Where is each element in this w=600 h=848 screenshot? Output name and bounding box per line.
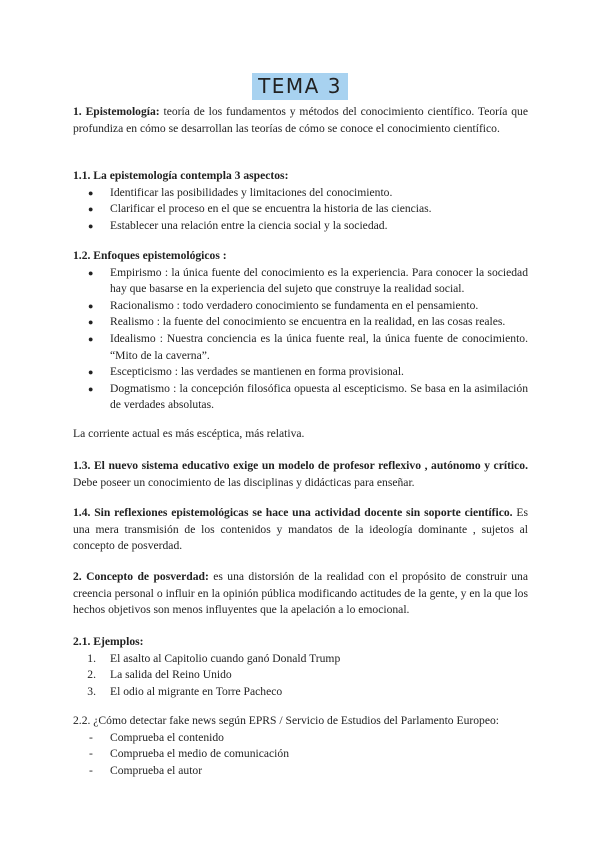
section-1-1 bbox=[73, 168, 528, 234]
section-1-4-text: Es una mera transmisión de los contenidos y mandatos de la ideología dominante , sujetos al concepto de posverdad. bbox=[73, 506, 528, 553]
list-item: ● Establecer una relación entre la ciencia social y la sociedad. bbox=[73, 218, 528, 235]
fake-news-checklist bbox=[73, 730, 528, 780]
list-item: ● Racionalismo : todo verdadero conocimiento se fundamenta en el pensamiento. bbox=[73, 298, 528, 315]
section-2-2-heading: 2.2. ¿Cómo detectar fake news según EPRS / Servicio de Estudios del Parlamento Europeo: bbox=[73, 714, 499, 727]
list-item-text: Comprueba el autor bbox=[110, 763, 203, 777]
section-1-4 bbox=[73, 505, 528, 555]
section-1-heading: 1. Epistemología: bbox=[73, 105, 160, 118]
section-1-3-heading: 1.3. El nuevo sistema educativo exige un modelo de profesor reflexivo , autónomo y crítico. bbox=[73, 459, 528, 472]
list-item: ● Escepticismo : las verdades se mantienen en forma provisional. bbox=[73, 364, 528, 381]
list-item bbox=[73, 730, 528, 747]
list-item: ● Empirismo : la única fuente del conocimiento es la experiencia. Para conocer la sociedad hay que basarse en la experiencia del sujeto que construye la realidad social. bbox=[73, 265, 528, 298]
list-item: ● Realismo : la fuente del conocimiento se encuentra en la realidad, en las cosas reales. bbox=[73, 314, 528, 331]
section-2-heading: 2. Concepto de posverdad: bbox=[73, 570, 209, 583]
section-1-2-list bbox=[73, 265, 528, 414]
section-2-text: es una distorsión de la realidad con el propósito de construir una creencia personal o influir en la opinión pública modificando actitudes de la gente, y en la que los hechos objetivos son menos influyentes que la apelación a lo emocional. bbox=[73, 570, 529, 617]
list-item-text: La salida del Reino Unido bbox=[110, 668, 232, 682]
page-title: TEMA 3 bbox=[252, 73, 348, 100]
title-container bbox=[0, 73, 600, 100]
list-item: ● Idealismo : Nuestra conciencia es la única fuente real, la única fuente de conocimiento. “Mito de la caverna”. bbox=[73, 331, 528, 364]
section-2-1 bbox=[73, 634, 528, 700]
list-dash: - bbox=[89, 763, 93, 777]
list-item-text: Comprueba el contenido bbox=[110, 730, 224, 744]
list-dash: - bbox=[89, 730, 93, 744]
list-dash: - bbox=[89, 747, 93, 761]
list-number: 1. bbox=[87, 651, 96, 665]
section-2-1-heading: 2.1. Ejemplos: bbox=[73, 635, 144, 648]
section-1-1-list bbox=[73, 185, 528, 235]
list-number: 3. bbox=[87, 684, 96, 698]
list-item-text: El odio al migrante en Torre Pacheco bbox=[110, 684, 283, 698]
section-1-1-heading: 1.1. La epistemología contempla 3 aspectos: bbox=[73, 169, 289, 182]
section-1-3 bbox=[73, 458, 528, 491]
list-item: ● Clarificar el proceso en el que se encuentra la historia de las ciencias. bbox=[73, 201, 528, 218]
list-item bbox=[73, 746, 528, 763]
section-1-text: teoría de los fundamentos y métodos del conocimiento científico. Teoría que profundiza en cómo se desarrollan las teorías de cómo se conoce el conocimiento científico. bbox=[73, 105, 528, 135]
note-text: La corriente actual es más escéptica, más relativa. bbox=[73, 427, 305, 440]
section-1-2 bbox=[73, 248, 528, 414]
list-item: ● Identificar las posibilidades y limitaciones del conocimiento. bbox=[73, 185, 528, 202]
examples-list bbox=[73, 651, 528, 701]
section-1-2-heading: 1.2. Enfoques epistemológicos : bbox=[73, 249, 227, 262]
section-1-4-heading: 1.4. Sin reflexiones epistemológicas se hace una actividad docente sin soporte científico. bbox=[73, 506, 513, 519]
list-item bbox=[73, 684, 528, 701]
section-1-3-text: Debe poseer un conocimiento de las disciplinas y didácticas para enseñar. bbox=[73, 475, 415, 489]
section-2-2 bbox=[73, 713, 528, 779]
list-item-text: Comprueba el medio de comunicación bbox=[110, 747, 290, 761]
list-item bbox=[73, 651, 528, 668]
list-item bbox=[73, 763, 528, 780]
list-item bbox=[73, 667, 528, 684]
list-item-text: El asalto al Capitolio cuando ganó Donald Trump bbox=[110, 651, 341, 665]
list-number: 2. bbox=[87, 668, 96, 682]
section-1 bbox=[73, 104, 528, 137]
section-2 bbox=[73, 569, 528, 619]
list-item: ● Dogmatismo : la concepción filosófica opuesta al escepticismo. Se basa en la asimilación de verdades absolutas. bbox=[73, 381, 528, 414]
